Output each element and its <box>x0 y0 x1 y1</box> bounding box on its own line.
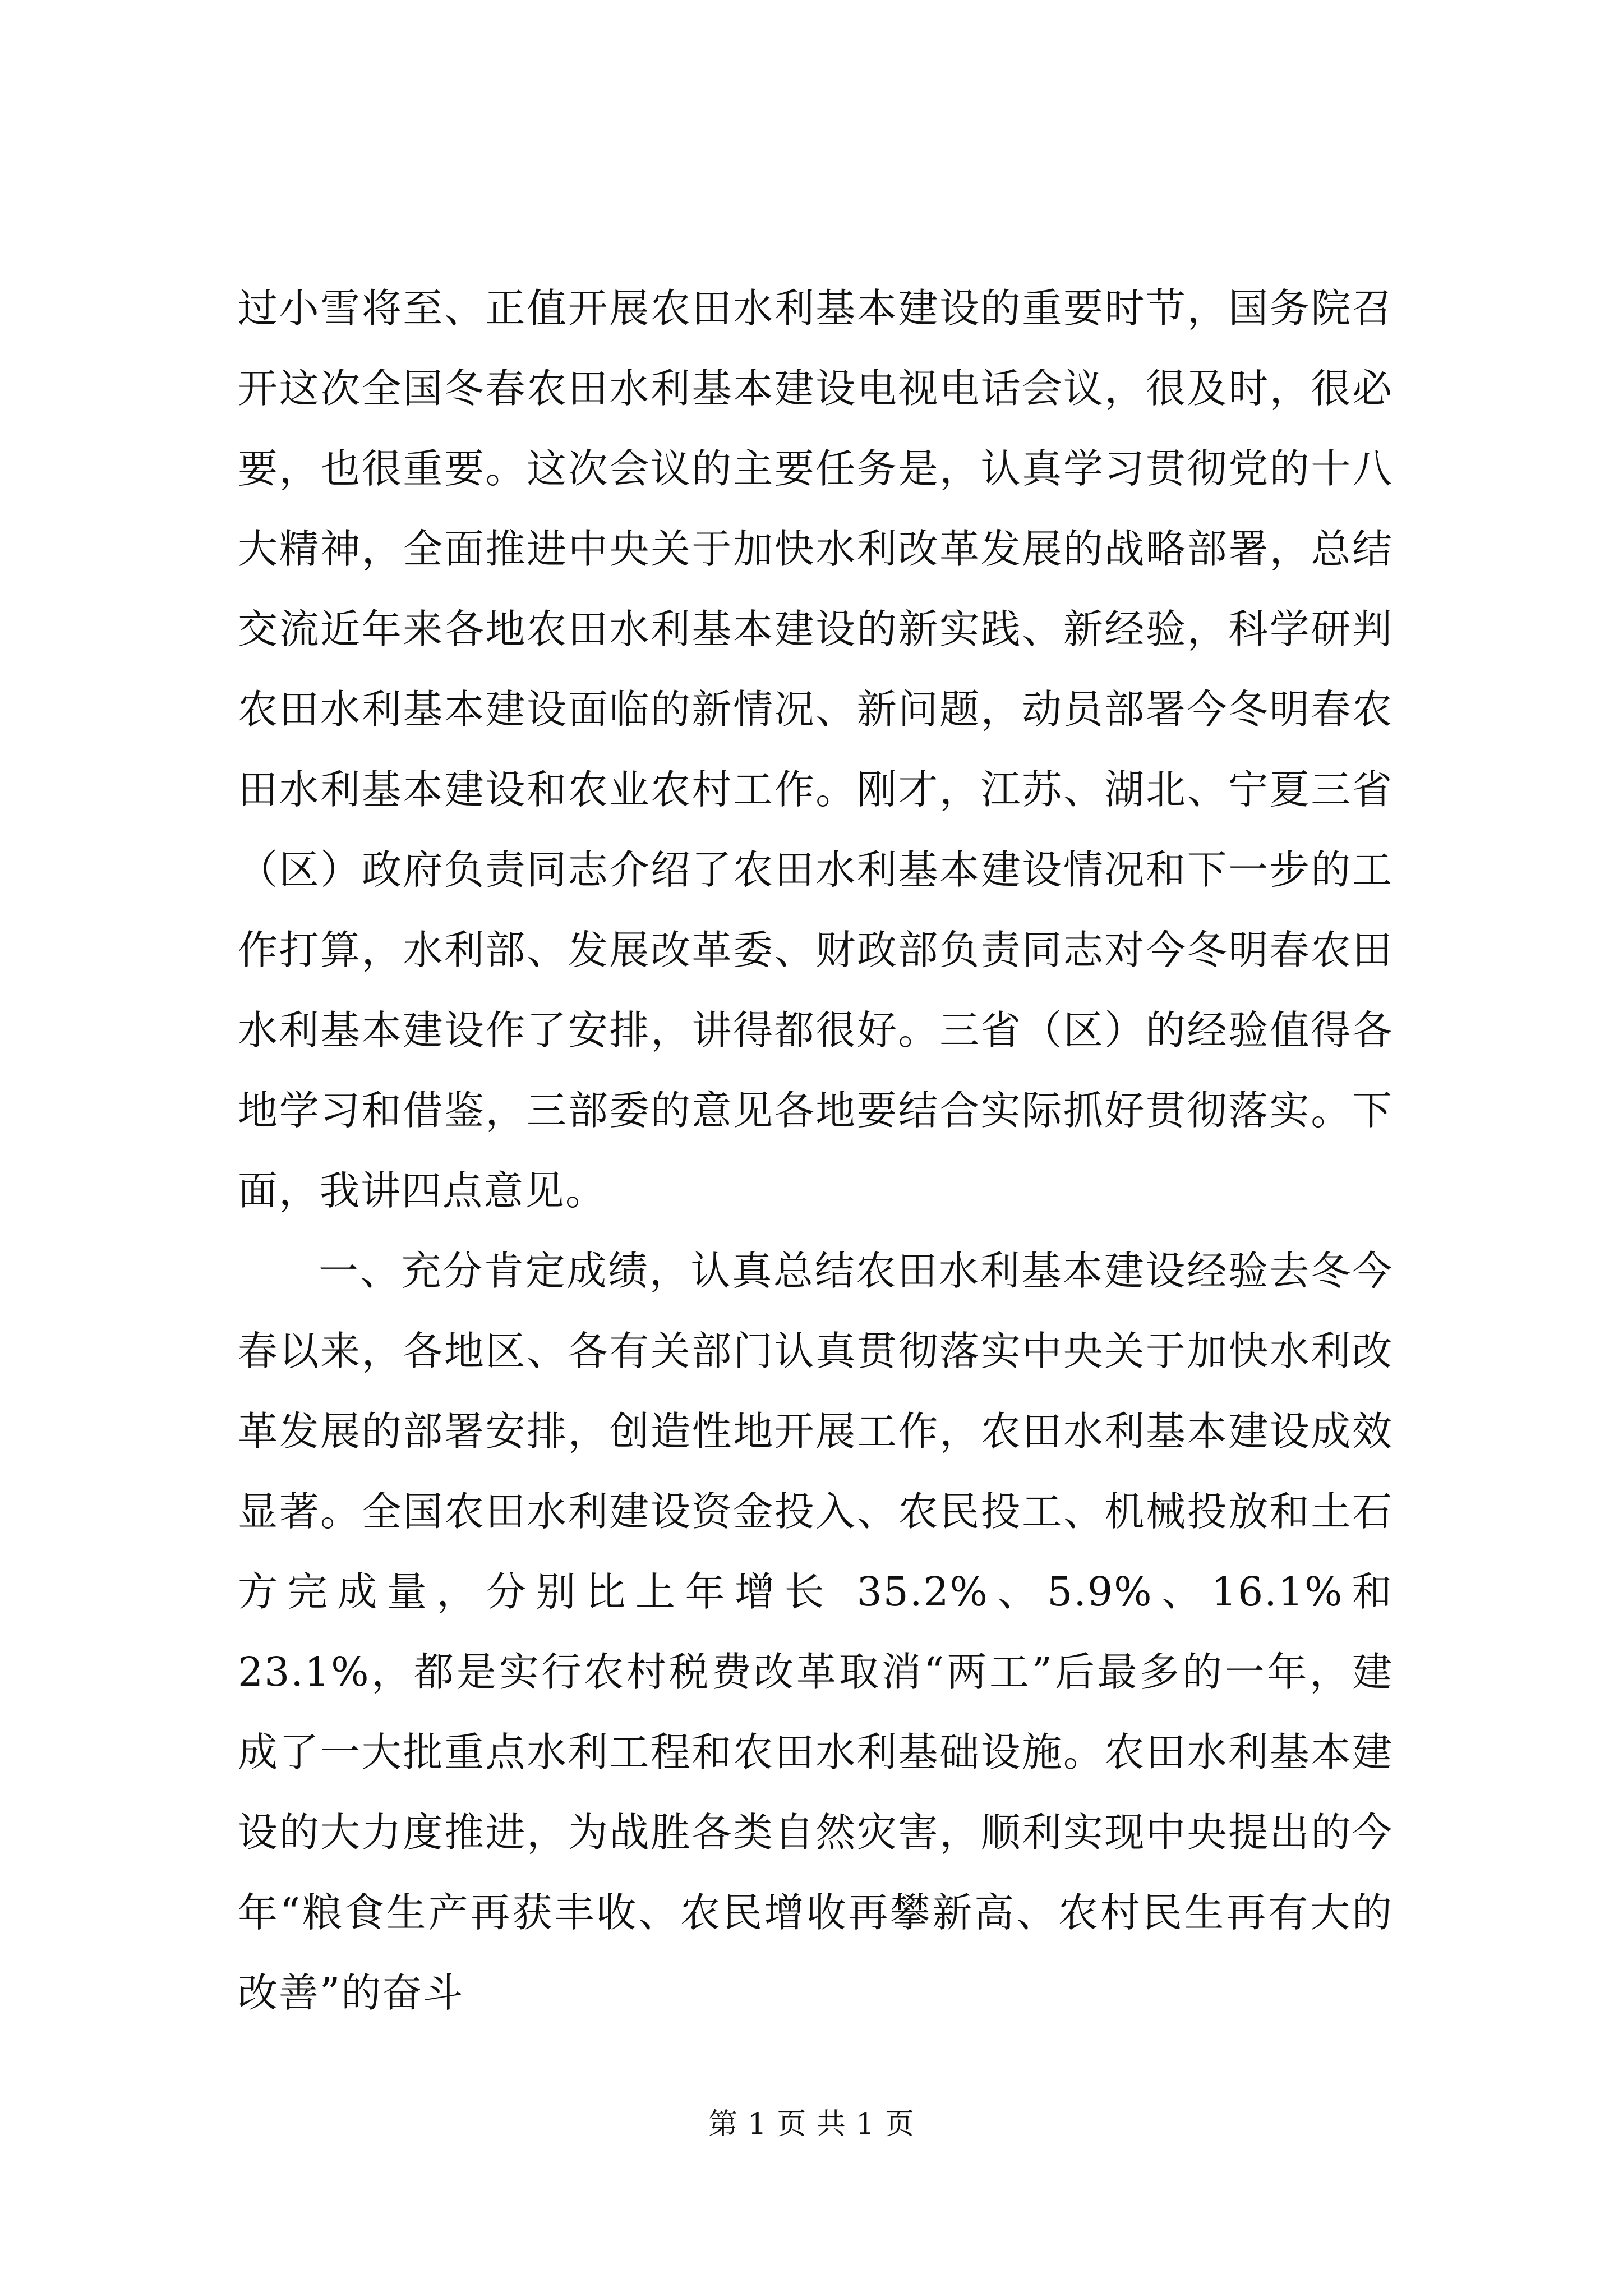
paragraph-intro: 过小雪将至、正值开展农田水利基本建设的重要时节，国务院召开这次全国冬春农田水利基本建设电视电话会议，很及时，很必要，也很重要。这次会议的主要任务是，认真学习贯彻党的十八大精神，全面推进中央关于加快水利改革发展的战略部署，总结交流近年来各地农田水利基本建设的新实践、新经验，科学研判农田水利基本建设面临的新情况、新问题，动员部署今冬明春农田水利基本建设和农业农村工作。刚才，江苏、湖北、宁夏三省（区）政府负责同志介绍了农田水利基本建设情况和下一步的工作打算，水利部、发展改革委、财政部负责同志对今冬明春农田水利基本建设作了安排，讲得都很好。三省（区）的经验值得各地学习和借鉴，三部委的意见各地要结合实际抓好贯彻落实。下面，我讲四点意见。 <box>238 285 1393 1214</box>
document-body <box>238 268 1393 2033</box>
page-number-footer: 第 1 页 共 1 页 <box>708 2108 915 2141</box>
paragraph-section-one: 一、充分肯定成绩，认真总结农田水利基本建设经验去冬今春以来，各地区、各有关部门认真贯彻落实中央关于加快水利改革发展的部署安排，创造性地开展工作，农田水利基本建设成效显著。全国农田水利建设资金投入、农民投工、机械投放和土石方完成量，分别比上年增长 35.2%、5.9%、16.1%和 23.1%，都是实行农村税费改革取消“两工”后最多的一年，建成了一大批重点水利工程和农田水利基础设施。农田水利基本建设的大力度推进，为战胜各类自然灾害，顺利实现中央提出的今年“粮食生产再获丰收、农民增收再攀新高、农村民生再有大的改善”的奋斗 <box>238 1248 1393 2016</box>
